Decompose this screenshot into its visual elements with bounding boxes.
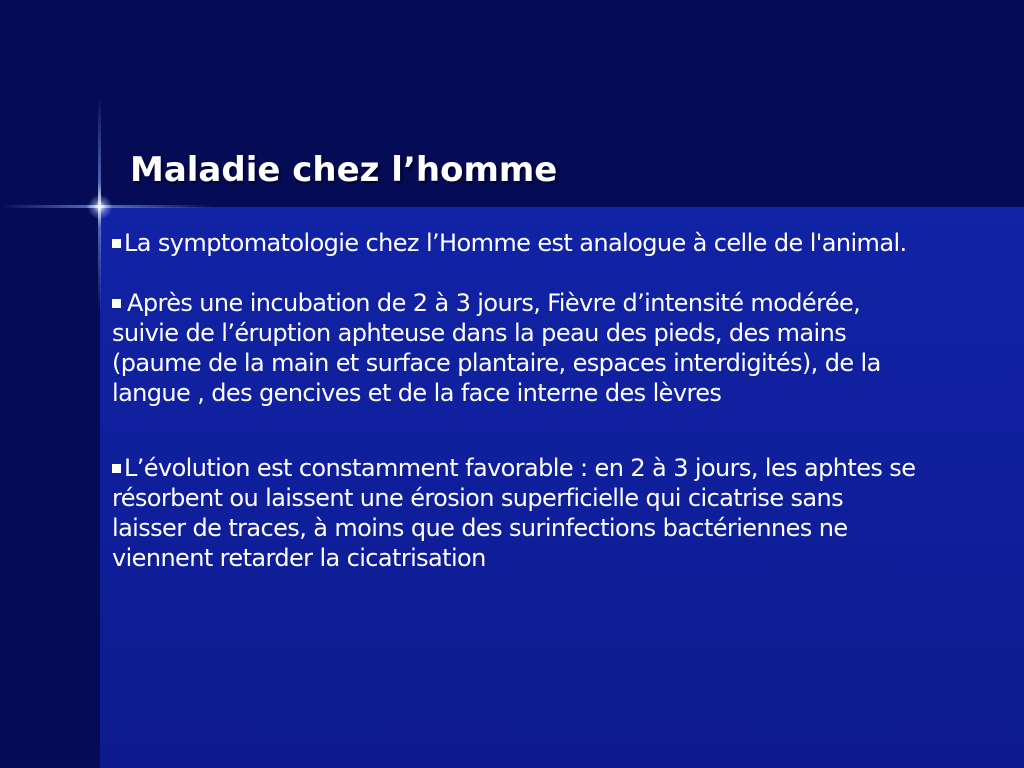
- bullet-item: [112, 288, 922, 408]
- bullet-text: Après une incubation de 2 à 3 jours, Fièvre d’intensité modérée, suivie de l’éruption aphteuse dans la peau des pieds, des mains (paume de la main et surface plantaire, espaces interdigités), de la langue , des gencives et de la face interne des lèvres: [112, 289, 881, 407]
- slide-title: Maladie chez l’homme: [130, 150, 558, 190]
- light-flare-glow: [88, 195, 112, 219]
- square-bullet-icon: [112, 239, 121, 248]
- bullet-list: [112, 228, 922, 573]
- bullet-item: [112, 228, 922, 258]
- bullet-item: [112, 453, 922, 573]
- left-band: [0, 207, 100, 768]
- square-bullet-icon: [112, 464, 121, 473]
- bullet-text: L’évolution est constamment favorable : en 2 à 3 jours, les aphtes se résorbent ou laissent une érosion superficielle qui cicatrise sans laisser de traces, à moins que des surinfections bactériennes ne viennent retarder la cicatrisation: [112, 454, 916, 572]
- bullet-text: La symptomatologie chez l’Homme est analogue à celle de l'animal.: [124, 229, 907, 257]
- square-bullet-icon: [112, 299, 121, 308]
